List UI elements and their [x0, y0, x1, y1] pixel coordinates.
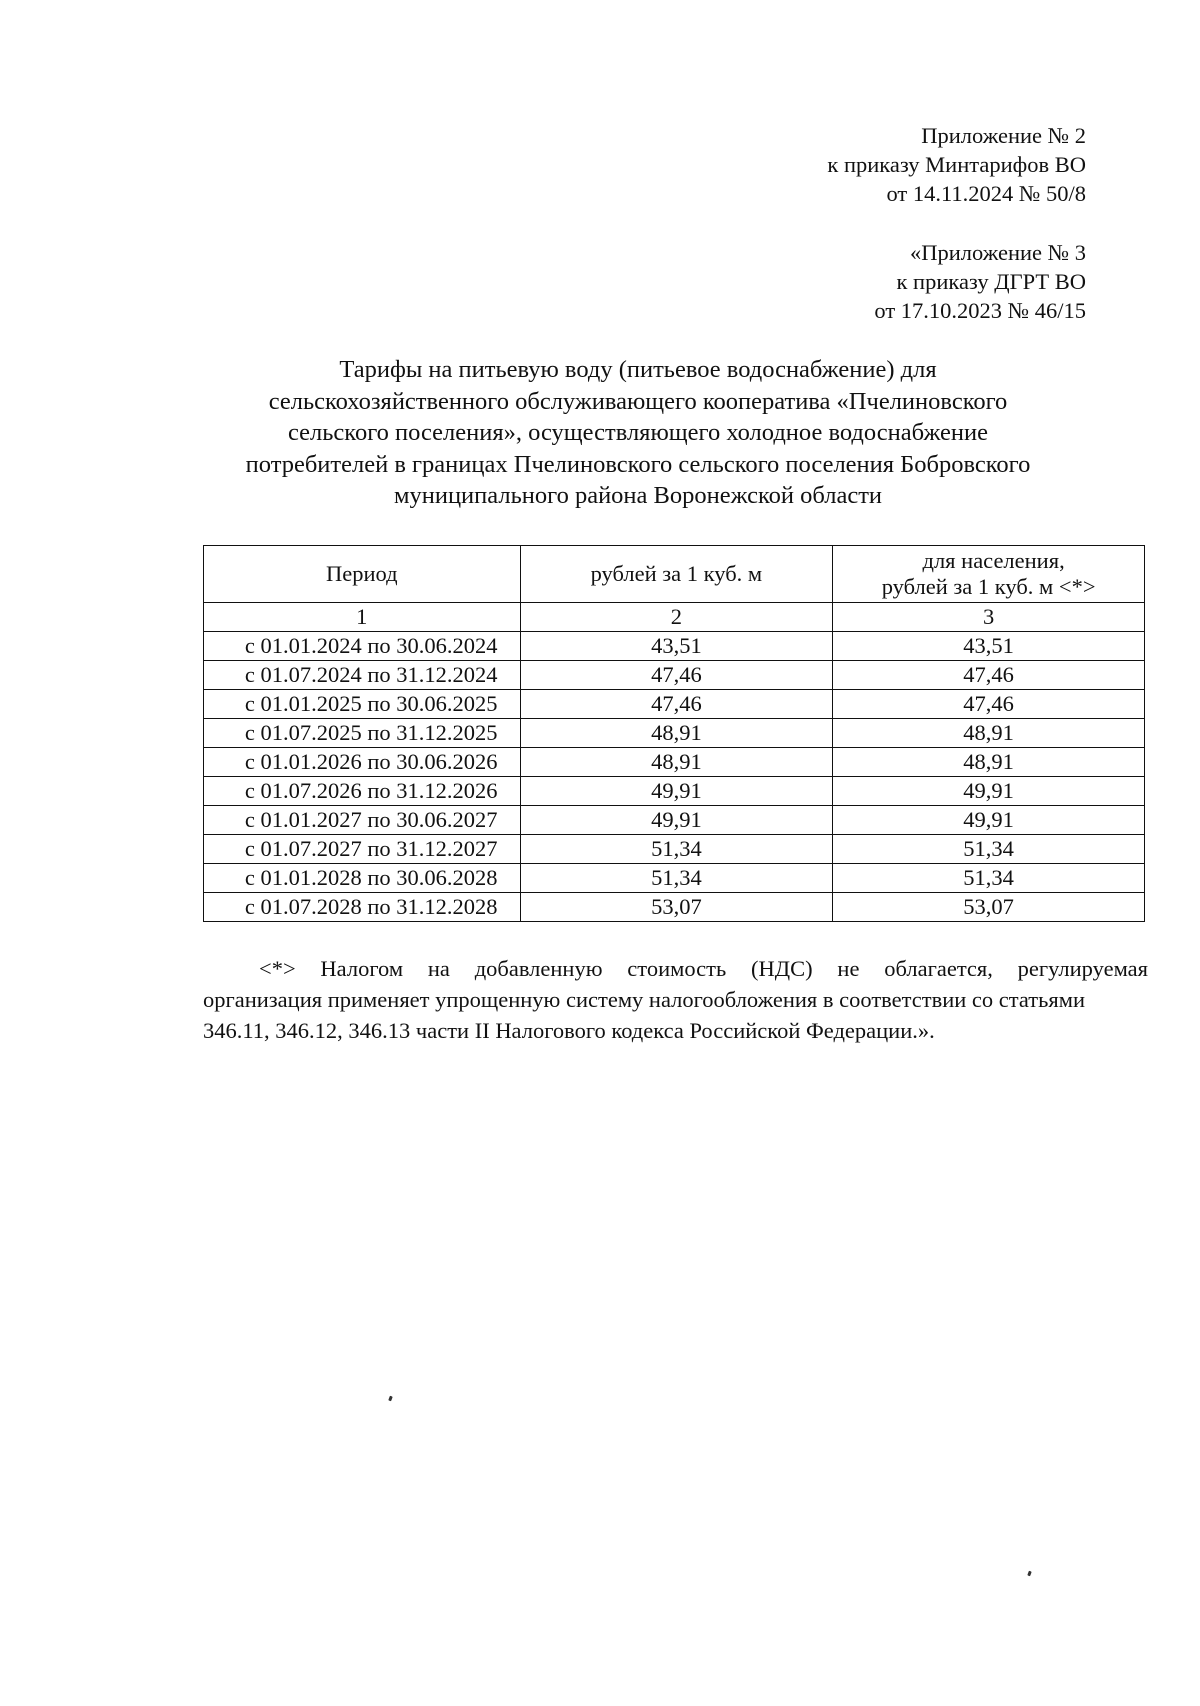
- period-cell: с 01.01.2024 по 30.06.2024: [204, 632, 521, 661]
- annex-reference-current: [827, 121, 1086, 208]
- rate-cell: 43,51: [520, 632, 833, 661]
- period-cell: с 01.07.2026 по 31.12.2026: [204, 777, 521, 806]
- annex-line: к приказу Минтарифов ВО: [827, 152, 1086, 177]
- population-rate-cell: 49,91: [833, 777, 1145, 806]
- period-cell: с 01.01.2028 по 30.06.2028: [204, 864, 521, 893]
- rate-cell: 48,91: [520, 748, 833, 777]
- population-rate-cell: 47,46: [833, 661, 1145, 690]
- title-line: муниципального района Воронежской области: [393, 482, 883, 509]
- title-line: Тарифы на питьевую воду (питьевое водоснабжение) для: [339, 356, 937, 383]
- rate-cell: 49,91: [520, 806, 833, 835]
- annex-line: к приказу ДГРТ ВО: [896, 269, 1086, 294]
- footnote: [203, 953, 1148, 1046]
- annex-line: Приложение № 2: [921, 123, 1086, 148]
- table-row: [204, 719, 1145, 748]
- annex-line: «Приложение № 3: [910, 240, 1086, 265]
- population-rate-cell: 48,91: [833, 719, 1145, 748]
- title-line: потребителей в границах Пчелиновского сельского поселения Бобровского: [245, 450, 1031, 478]
- table-row: [204, 690, 1145, 719]
- table-row: [204, 777, 1145, 806]
- column-number: 2: [520, 603, 833, 632]
- period-cell: с 01.01.2026 по 30.06.2026: [204, 748, 521, 777]
- table-header-row: [204, 546, 1145, 603]
- population-rate-cell: 48,91: [833, 748, 1145, 777]
- title-line: сельскохозяйственного обслуживающего кооператива «Пчелиновского: [268, 387, 1008, 415]
- rate-cell: 51,34: [520, 835, 833, 864]
- header-period: Период: [204, 546, 521, 603]
- population-rate-cell: 51,34: [833, 864, 1145, 893]
- period-cell: с 01.07.2027 по 31.12.2027: [204, 835, 521, 864]
- column-number: 1: [204, 603, 521, 632]
- title-line: сельского поселения», осуществляющего холодное водоснабжение: [287, 419, 989, 446]
- rate-cell: 47,46: [520, 661, 833, 690]
- rate-cell: 53,07: [520, 893, 833, 922]
- annex-reference-previous: [874, 238, 1086, 325]
- period-cell: с 01.07.2024 по 31.12.2024: [204, 661, 521, 690]
- period-cell: с 01.01.2027 по 30.06.2027: [204, 806, 521, 835]
- footnote-line: <*> Налогом на добавленную стоимость (НДС) не облагается, регулируемая: [259, 956, 1148, 981]
- annex-line: от 14.11.2024 № 50/8: [886, 181, 1086, 206]
- period-cell: с 01.07.2025 по 31.12.2025: [204, 719, 521, 748]
- header-rate: рублей за 1 куб. м: [520, 546, 833, 603]
- rate-cell: 51,34: [520, 864, 833, 893]
- header-population-rate: для населения, рублей за 1 куб. м <*>: [833, 546, 1145, 603]
- footnote-line: 346.11, 346.12, 346.13 части II Налогового кодекса Российской Федерации.».: [203, 1018, 935, 1043]
- population-rate-cell: 43,51: [833, 632, 1145, 661]
- period-cell: с 01.07.2028 по 31.12.2028: [204, 893, 521, 922]
- document-title: [188, 354, 1088, 512]
- table-row: [204, 748, 1145, 777]
- rate-cell: 49,91: [520, 777, 833, 806]
- population-rate-cell: 51,34: [833, 835, 1145, 864]
- annex-line: от 17.10.2023 № 46/15: [874, 298, 1086, 323]
- table-row: [204, 661, 1145, 690]
- period-cell: с 01.01.2025 по 30.06.2025: [204, 690, 521, 719]
- population-rate-cell: 53,07: [833, 893, 1145, 922]
- tariff-table: [203, 545, 1145, 922]
- table-row: [204, 835, 1145, 864]
- rate-cell: 47,46: [520, 690, 833, 719]
- population-rate-cell: 49,91: [833, 806, 1145, 835]
- table-row: [204, 632, 1145, 661]
- table-row: [204, 806, 1145, 835]
- population-rate-cell: 47,46: [833, 690, 1145, 719]
- scan-speck: [388, 1396, 393, 1402]
- rate-cell: 48,91: [520, 719, 833, 748]
- table-row: [204, 864, 1145, 893]
- column-number-row: [204, 603, 1145, 632]
- scan-speck: [1027, 1571, 1032, 1577]
- footnote-line: организация применяет упрощенную систему налогообложения в соответствии со статьями: [203, 987, 1085, 1012]
- table-row: [204, 893, 1145, 922]
- column-number: 3: [833, 603, 1145, 632]
